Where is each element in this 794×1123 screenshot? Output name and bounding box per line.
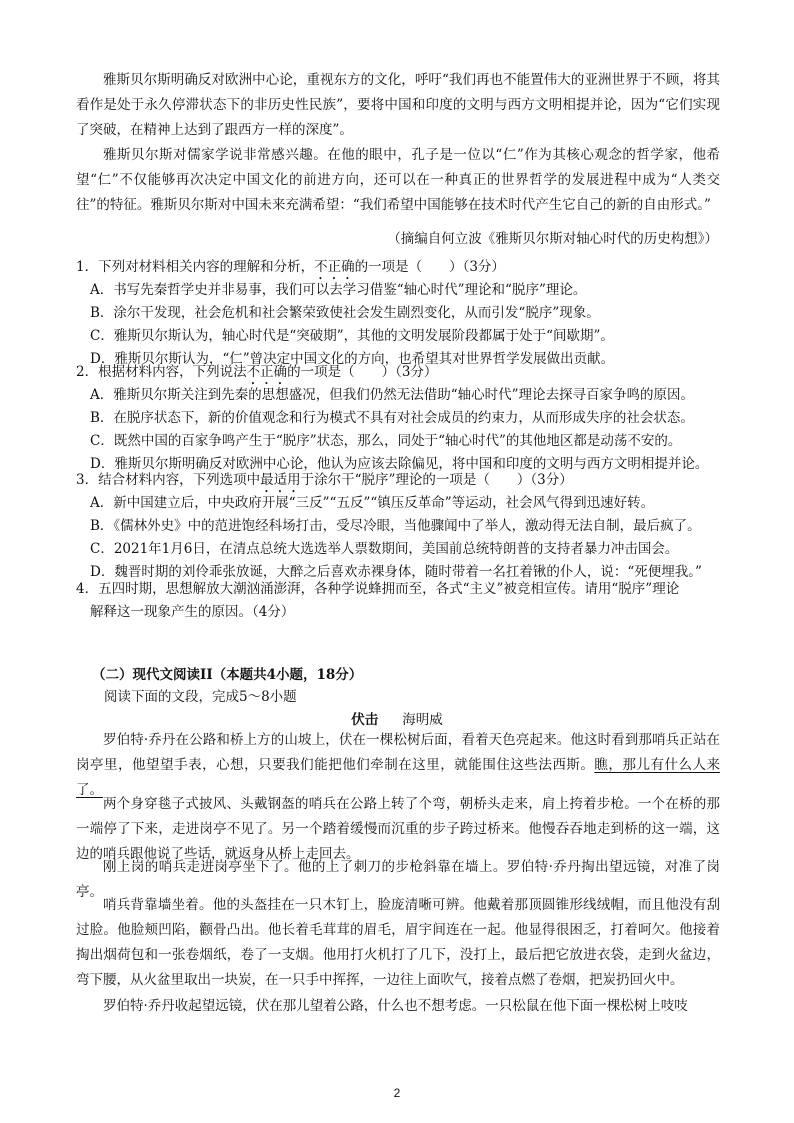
question-1-option-c: C．雅斯贝尔斯认为，轴心时代是“突破期”，其他的文明发展阶段都属于处于“间歇期”。 <box>90 328 614 344</box>
section-heading: （二）现代文阅读II（本题共4小题，18分） <box>92 667 363 683</box>
passage-source: （摘编自何立波《雅斯贝尔斯对轴心时代的历史构想》） <box>387 231 718 247</box>
question-4-line-1: 4．五四时期，思想解放大潮汹涌澎湃，各种学说蜂拥而至，各式“主义”被竞相宣传。请用“脱序”理论 <box>76 581 680 597</box>
story-paragraph-4: 哨兵背靠墙坐着。他的头盔挂在一只木钉上，脸庞清晰可辨。他戴着那顶圆锥形线绒帽，而且他没有刮过脸。他脸颊凹陷，颧骨凸出。他长着毛茸茸的眉毛，眉宇间连在一起。他显得很困乏，打着呵欠。他接着掏出烟荷包和一张卷烟纸，卷了一支烟。他用打火机打了几下，没打上，最后把它放进衣袋，走到火盆边，弯下腰，从火盆里取出一块炭，在一只手中挥挥，一边往上面吹气，接着点燃了卷烟，把炭扔回火中。 <box>76 897 720 988</box>
story-author: 海明威 <box>402 712 443 728</box>
passage-paragraph-2: 雅斯贝尔斯对儒家学说非常感兴趣。在他的眼中，孔子是一位以“仁”作为其核心观念的哲学家，他希望“仁”不仅能够再次决定中国文化的前进方向，还可以在一种真正的世界哲学的发展进程中成为“人类交往”的特征。雅斯贝尔斯对中国未来充满希望：“我们希望中国能够在技术时代产生它自己的新的自由形式。” <box>76 147 720 213</box>
question-1-option-b: B．涂尔干发现，社会危机和社会繁荣致使社会发生剧烈变化，从而引发“脱序”现象。 <box>90 305 600 321</box>
question-2-option-a: A．雅斯贝尔斯关注到先秦的思想盛况，但我们仍然无法借助“轴心时代”理论去探寻百家争鸣的原因。 <box>90 387 695 403</box>
question-3-option-d: D．魏晋时期的刘伶乖张放诞，大醉之后喜欢赤裸身体，随时带着一名扛着锹的仆人，说：“死便埋我。” <box>90 564 702 580</box>
story-paragraph-5: 罗伯特·乔丹收起望远镜，伏在那儿望着公路，什么也不想考虑。一只松鼠在他下面一棵松树上吱吱 <box>103 998 688 1014</box>
question-2-option-c: C．既然中国的百家争鸣产生于“脱序”状态，那么，同处于“轴心时代”的其他地区都是动荡不安的。 <box>90 433 682 449</box>
question-2-option-d: D．雅斯贝尔斯明确反对欧洲中心论，他认为应该去除偏见，将中国和印度的文明与西方文明相提并论。 <box>90 456 709 472</box>
story-title: 伏击 <box>351 712 379 728</box>
question-3-option-a: A．新中国建立后，中央政府开展“三反”“五反”“镇压反革命”等运动，社会风气得到迅速好转。 <box>90 495 655 511</box>
story-paragraph-2: 两个身穿毯子式披风、头戴钢盔的哨兵在公路上转了个弯，朝桥头走来，肩上挎着步枪。一个在桥的那一端停了下来，走进岗亭不见了。另一个踏着缓慢而沉重的步子跨过桥来。他慢吞吞地走到桥的这一端，这边的哨兵跟他说了些话，就返身从桥上走回去。 <box>76 796 720 862</box>
story-paragraph-1: 罗伯特·乔丹在公路和桥上方的山坡上，伏在一棵松树后面，看着天色亮起来。他这时看到那哨兵正站在岗亭里，他望望手表，心想，只要我们能把他们牵制在这里，就能围住这些法西斯。瞧，那儿有什么人来了。 <box>76 732 721 798</box>
question-3-option-b: B．《儒林外史》中的范进饱经科场打击，受尽冷眼，当他骤闻中了举人，激动得无法自制，最后疯了。 <box>90 518 701 534</box>
question-4-line-2: 解释这一现象产生的原因。（4分） <box>90 604 295 620</box>
question-3: 3．结合材料内容，下列选项中最适用于涂尔干“脱序”理论的一项是（ ）（3分） <box>76 472 573 488</box>
question-2-option-b: B．在脱序状态下，新的价值观念和行为模式不具有对社会成员的约束力，从而形成失序的社会状态。 <box>90 410 694 426</box>
question-1-option-a: A．书写先秦哲学史并非易事，我们可以去学习借鉴“轴心时代”理论和“脱序”理论。 <box>90 282 587 298</box>
emphasis-dots: 最适用 <box>260 472 301 488</box>
question-3-option-c: C．2021年1月6日，在清点总统大选选举人票数期间，美国前总统特朗普的支持者暴力冲击国会。 <box>90 541 679 557</box>
passage-paragraph-1: 雅斯贝尔斯明确反对欧洲中心论，重视东方的文化，呼吁“我们再也不能置伟大的亚洲世界于不顾，将其看作是处于永久停滞状态下的非历史性民族”，要将中国和印度的文明与西方文明相提并论，因为“它们实现了突破，在精神上达到了跟西方一样的深度”。 <box>76 72 720 138</box>
page-number: 2 <box>393 1086 401 1100</box>
emphasis-dots: 不正确 <box>314 259 355 275</box>
emphasis-dots: 不正确 <box>246 364 288 380</box>
question-2: 2．根据材料内容，下列说法不正确的一项是（ ）（3分） <box>76 364 438 380</box>
question-1-option-d: D．雅斯贝尔斯认为，“仁”曾决定中国文化的方向，也希望其对世界哲学发展做出贡献。 <box>90 351 615 367</box>
underlined-sentence: 瞧，那儿有什么人来了。 <box>76 757 721 798</box>
question-1: 1．下列对材料相关内容的理解和分析，不正确的一项是（ ）（3分） <box>76 259 505 275</box>
story-paragraph-3: 刚上岗的哨兵走进岗亭坐下了。他的上了刺刀的步枪斜靠在墙上。罗伯特·乔丹掏出望远镜，对准了岗亭。 <box>76 859 720 900</box>
section-instruction: 阅读下面的文段，完成5～8小题 <box>104 689 297 705</box>
